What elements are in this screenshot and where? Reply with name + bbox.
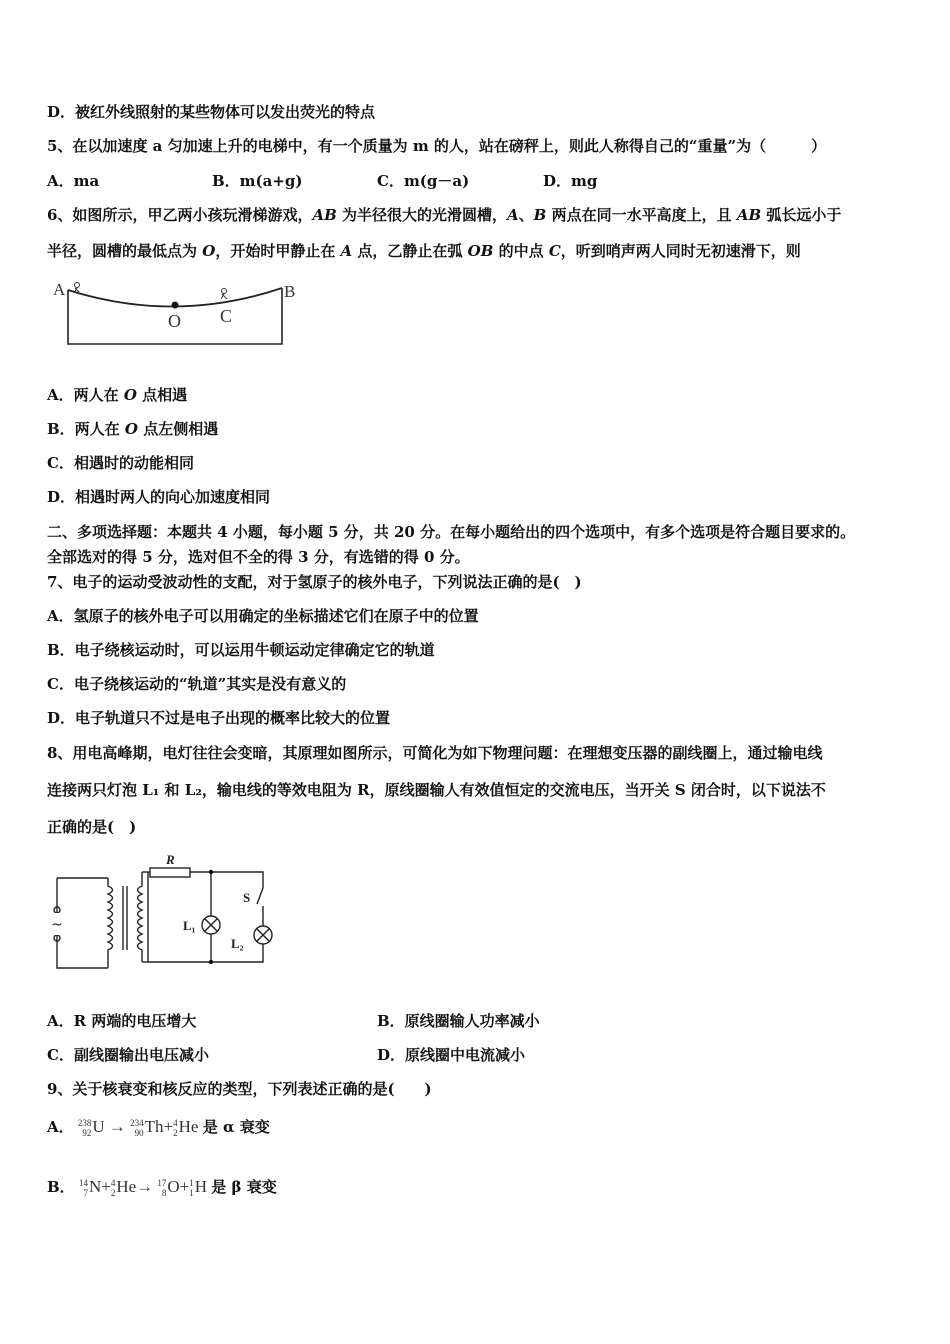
q9-b-equation: 14 7 N+ 4 2 He→ 17 8 O+ 1 1 H — [78, 1177, 208, 1199]
q6-option-d: D．相遇时两人的向心加速度相同 — [47, 488, 271, 506]
label-o: O — [168, 311, 181, 331]
q6-stem-line1: 6、如图所示，甲乙两小孩玩滑梯游戏，AB 为半径很大的光滑圆槽，A、B 两点在同一水平高度上，且 AB 弧长远小于 — [47, 206, 842, 224]
section2-intro-line1: 二、多项选择题：本题共 4 小题，每小题 5 分，共 20 分。在每小题给出的四个选项中，有多个选项是符合题目要求的。 — [47, 523, 856, 541]
ac-source-symbol: ~ — [51, 917, 63, 933]
q9-option-a: A． 238 92 U → 234 90 Th+ 4 2 He 是 α 衰变 — [47, 1117, 270, 1139]
label-s: S — [243, 890, 251, 905]
label-a: A — [53, 280, 66, 299]
q5-option-b: B．m(a+g) — [212, 172, 303, 190]
q5-option-c: C．m(g－a) — [377, 172, 470, 190]
q9-a-equation: 238 92 U → 234 90 Th+ 4 2 He — [77, 1117, 199, 1139]
label-b: B — [284, 282, 296, 301]
q5-option-d: D．mg — [543, 172, 598, 190]
child-jia-icon — [74, 283, 80, 294]
q6-stem-line2: 半径，圆槽的最低点为 O，开始时甲静止在 A 点，乙静止在弧 OB 的中点 C，听到哨声两人同时无初速滑下，则 — [47, 242, 801, 260]
child-yi-icon — [221, 289, 227, 300]
q5-option-a: A．ma — [47, 172, 100, 190]
label-r: R — [166, 852, 175, 867]
q8-option-a: A．R 两端的电压增大 — [47, 1012, 197, 1030]
q6-option-b: B．两人在 O 点左侧相遇 — [47, 420, 219, 438]
q8-stem-line3: 正确的是( ) — [47, 818, 137, 836]
q8-option-c: C．副线圈输出电压减小 — [47, 1046, 209, 1064]
point-o-dot — [172, 302, 179, 309]
transformer-circuit-figure — [45, 850, 280, 975]
q7-option-c: C．电子绕核运动的“轨道”其实是没有意义的 — [47, 675, 347, 693]
q8-stem-line1: 8、用电高峰期，电灯往往会变暗，其原理如图所示，可简化为如下物理问题：在理想变压器的副线圈上，通过输电线 — [47, 744, 823, 762]
slide-groove-figure — [50, 272, 300, 347]
q9-stem: 9、关于核衰变和核反应的类型，下列表述正确的是( ) — [47, 1080, 432, 1098]
label-l1: L₁ — [183, 918, 196, 933]
q7-option-d: D．电子轨道只不过是电子出现的概率比较大的位置 — [47, 709, 391, 727]
q8-option-d: D．原线圈中电流减小 — [377, 1046, 526, 1064]
q7-stem: 7、电子的运动受波动性的支配，对于氢原子的核外电子，下列说法正确的是( ) — [47, 573, 582, 591]
q6-option-c: C．相遇时的动能相同 — [47, 454, 194, 472]
label-l2: L₂ — [231, 936, 244, 951]
section2-intro-line2: 全部选对的得 5 分，选对但不全的得 3 分，有选错的得 0 分。 — [47, 548, 470, 566]
q8-option-b: B．原线圈输人功率减小 — [377, 1012, 540, 1030]
q9-option-b: B． 14 7 N+ 4 2 He→ 17 8 O+ 1 1 H 是 β 衰变 — [47, 1177, 277, 1199]
q8-stem-line2: 连接两只灯泡 L₁ 和 L₂，输电线的等效电阻为 R，原线圈输人有效值恒定的交流电压，当开关 S 闭合时，以下说法不 — [47, 781, 826, 799]
q7-option-a: A．氢原子的核外电子可以用确定的坐标描述它们在原子中的位置 — [47, 607, 479, 625]
q6-option-a: A．两人在 O 点相遇 — [47, 386, 188, 404]
q4-option-d: D．被红外线照射的某些物体可以发出荧光的特点 — [47, 103, 376, 121]
q5-stem: 5、在以加速度 a 匀加速上升的电梯中，有一个质量为 m 的人，站在磅秤上，则此人称得自己的“重量”为（ ） — [47, 137, 827, 155]
q7-option-b: B．电子绕核运动时，可以运用牛顿运动定律确定它的轨道 — [47, 641, 435, 659]
label-c: C — [220, 306, 233, 326]
